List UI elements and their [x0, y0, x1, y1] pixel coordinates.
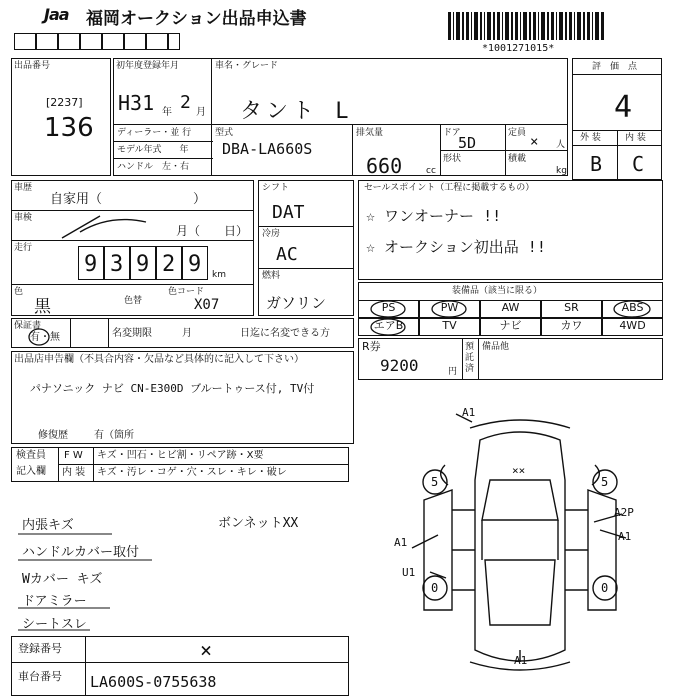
interior-label: 内 装 [625, 133, 646, 143]
color-code-value: X07 [194, 297, 220, 313]
inner-items: キズ・汚レ・コゲ・穴・スレ・キレ・破レ [97, 467, 287, 478]
exterior-value: B [590, 152, 603, 176]
inspector-label2: 記入欄 [16, 466, 46, 477]
listing-number-label: 出品番号 [14, 61, 51, 71]
model-value: DBA-LA660S [222, 140, 313, 158]
tire-mark-fr: 5 [601, 475, 609, 489]
inspector-note-1: 内張キズ [22, 518, 74, 533]
listing-number: 136 [44, 113, 94, 143]
inspector-note-5: ドアミラー [22, 594, 87, 609]
month-value: 2 [180, 92, 191, 113]
model-year-row: モデル年式 年 [117, 145, 189, 155]
auction-logo: Jaa [44, 5, 69, 24]
diagram-a2p: A2P [614, 506, 634, 519]
model-label: 型式 [215, 128, 234, 138]
sales-points-box [358, 180, 663, 280]
sales-point-1: ☆ ワンオーナー !! [366, 207, 502, 225]
month-suffix: 月 [196, 107, 206, 118]
usage-label: 車歴 [14, 183, 33, 193]
kg-unit: kg [556, 166, 567, 176]
diagram-a1-right: A1 [618, 530, 632, 543]
repair-label: 修復歴 [38, 430, 68, 441]
remarks-title: 出品店申告欄（不具合内容・欠品など具体的に記入して下さい） [14, 354, 304, 365]
mileage-label: 走行 [14, 243, 33, 253]
fw-label: F W [64, 450, 83, 461]
shape-label: 形状 [443, 154, 462, 164]
inspector-note-3: ハンドルカバー取付 [22, 545, 140, 560]
plate-value: × [200, 638, 213, 662]
barcode [448, 12, 608, 42]
capacity-label: 定員 [508, 128, 527, 138]
tire-mark-rr: 0 [601, 581, 609, 595]
same-day-label: 日迄に名変できる方 [240, 328, 330, 339]
inspector-note-2: ボンネットXX [218, 516, 299, 531]
expiry-label: 名変期限 月 [112, 328, 192, 339]
inspector-note-lines [14, 530, 214, 640]
repair-value: 有（箇所 [94, 430, 134, 441]
ac-value: AC [276, 244, 298, 265]
inspector-note-6: シートスレ [22, 617, 87, 632]
fuel-label: 燃料 [262, 271, 281, 281]
shift-value: DAT [272, 202, 305, 223]
load-label: 積載 [508, 154, 527, 164]
inspector-note-4: Wカバー キズ [22, 572, 103, 587]
ac-label: 冷房 [262, 229, 281, 239]
color-label: 色 [14, 287, 24, 297]
equipment-circles [358, 300, 663, 336]
year-suffix: 年 [162, 107, 172, 118]
car-name-label: 車名・グレード [215, 61, 279, 71]
listing-code: [2237] [46, 96, 83, 109]
usage-value: 自家用（ ） [50, 192, 207, 207]
cc-unit: cc [426, 166, 436, 176]
interior-value: C [632, 152, 645, 176]
warranty-label: 保証書 [14, 321, 42, 331]
barcode-number: *1001271015* [482, 43, 555, 54]
inspection-label: 車検 [14, 213, 33, 223]
displacement-label: 排気量 [356, 128, 384, 138]
car-name-value: タント L [240, 99, 353, 124]
recycle-value: 9200 [380, 356, 419, 375]
sales-points-title: セールスポイント（工程に掲載するもの） [364, 183, 535, 193]
plate-label: 登録番号 [18, 642, 62, 655]
form-title: 福岡オークション出品申込書 [86, 9, 307, 29]
fw-items: キズ・凹石・ヒビ割・リペア跡・X要 [97, 450, 264, 461]
capacity-value: × [530, 134, 539, 150]
color-change-label: 色替 [124, 296, 143, 306]
mileage-unit: km [212, 270, 226, 280]
diagram-xx-hood: ×× [512, 464, 526, 477]
tire-mark-fl: 5 [431, 475, 439, 489]
handle-row: ハンドル 左・右 [117, 162, 190, 172]
inspection-strike [60, 212, 150, 242]
person-unit: 人 [556, 140, 566, 150]
chassis-label: 車台番号 [18, 670, 62, 683]
fuel-value: ガソリン [266, 294, 327, 312]
shift-label: シフト [262, 183, 290, 193]
exterior-label: 外 装 [580, 133, 601, 143]
warranty-options: 有・無 [30, 332, 60, 343]
deposit-label: 預託済 [465, 342, 475, 374]
sales-point-2: ☆ オークション初出品 !! [366, 238, 546, 256]
color-value: 黒 [34, 297, 51, 317]
grade-score: 4 [614, 90, 633, 125]
inspector-label1: 検査員 [16, 450, 46, 461]
door-label: ドア [443, 128, 461, 138]
diagram-u1-left: U1 [402, 566, 416, 579]
color-code-label: 色コード [168, 287, 205, 297]
recycle-yen: 円 [448, 367, 458, 377]
remarks-line1: パナソニック ナビ CN-E300D ブルートゥース付, TV付 [30, 382, 315, 395]
door-value: 5D [458, 134, 477, 152]
equipment-title: 装備品（該当に限る） [452, 286, 543, 296]
diagram-a1-bottom: A1 [514, 654, 528, 667]
tire-mark-rl: 0 [431, 581, 439, 595]
displacement-value: 660 [366, 154, 403, 178]
grade-title: 評 価 点 [592, 62, 638, 72]
inner-label: 内 装 [62, 467, 86, 478]
warranty-circle [28, 328, 52, 346]
other-label: 備品他 [482, 342, 510, 352]
dealer-row: ディーラー・並 行 [117, 128, 192, 138]
inspection-value: 月（ 日） [176, 224, 249, 238]
diagram-a1-top: A1 [462, 406, 476, 419]
year-value: H31 [118, 91, 155, 115]
recycle-label: R券 [362, 340, 381, 353]
chassis-value: LA600S-0755638 [90, 673, 217, 691]
year-label: 初年度登録年月 [116, 61, 180, 71]
diagram-a1-left: A1 [394, 536, 408, 549]
